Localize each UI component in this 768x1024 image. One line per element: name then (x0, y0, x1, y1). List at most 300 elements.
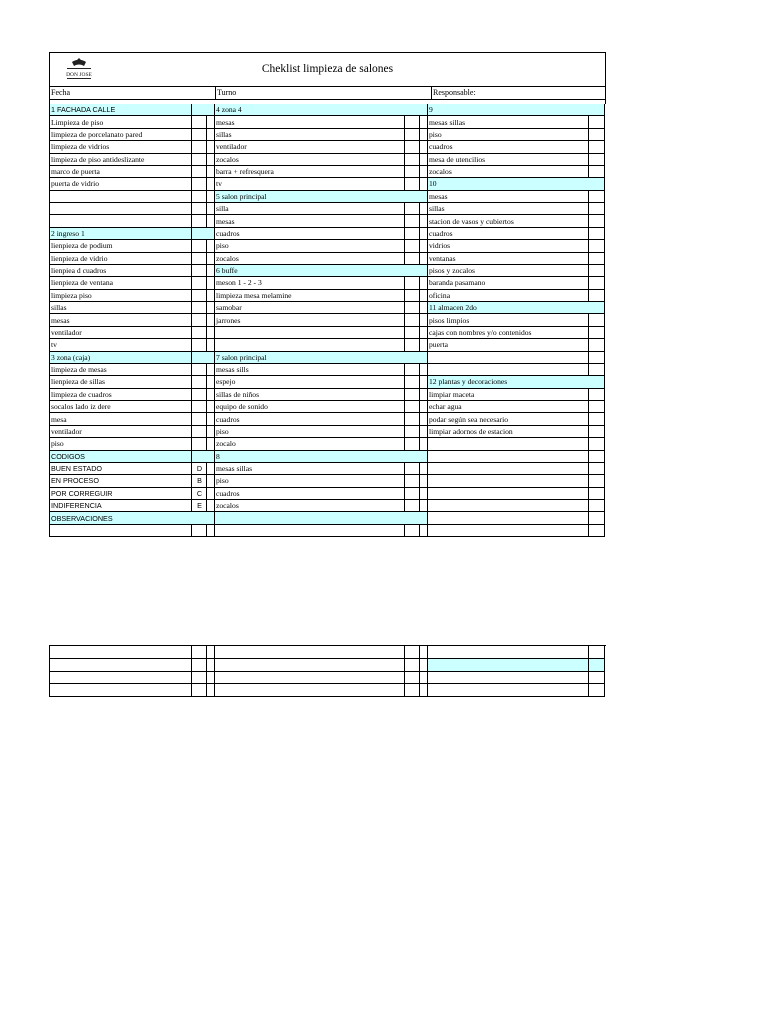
spacer-cell (207, 277, 215, 289)
empty-cell (215, 646, 405, 658)
spacer-cell (207, 165, 215, 177)
item-label: cuadros (215, 487, 405, 499)
table-row (50, 128, 605, 140)
spacer-cell (207, 326, 215, 338)
spacer-cell (207, 302, 215, 314)
spacer-cell (207, 401, 215, 413)
turno-label: Turno (216, 87, 432, 99)
spacer-cell (420, 165, 428, 177)
section-header: 12 plantas y decoraciones (428, 376, 605, 388)
table-row (50, 264, 605, 276)
item-label: piso (215, 475, 405, 487)
check-cell[interactable] (589, 450, 605, 462)
spacer-cell (420, 326, 428, 338)
item-label: stacion de vasos y cubiertos (428, 215, 589, 227)
check-cell[interactable] (589, 264, 605, 276)
item-label: piso (215, 425, 405, 437)
check-cell[interactable] (192, 438, 207, 450)
spacer-cell (420, 178, 428, 190)
header-row (49, 86, 606, 100)
check-cell[interactable] (589, 116, 605, 128)
check-cell[interactable] (405, 438, 420, 450)
spacer-cell (420, 500, 428, 512)
check-cell[interactable] (192, 141, 207, 153)
check-cell[interactable] (405, 401, 420, 413)
check-cell[interactable] (589, 215, 605, 227)
check-cell[interactable] (589, 425, 605, 437)
spacer-cell (207, 203, 215, 215)
spacer-cell (420, 116, 428, 128)
check-cell[interactable] (405, 475, 420, 487)
empty-cell[interactable] (589, 671, 605, 684)
empty-cell[interactable] (589, 646, 605, 658)
fecha-label: Fecha (50, 87, 216, 99)
table-row (50, 314, 605, 326)
spacer-cell (420, 388, 428, 400)
spacer-cell (207, 153, 215, 165)
check-cell[interactable] (192, 252, 207, 264)
table-row (50, 351, 605, 363)
table-row (50, 302, 605, 314)
empty-cell[interactable] (405, 671, 420, 684)
item-label: espejo (215, 376, 405, 388)
item-label (428, 450, 589, 462)
table-row (50, 450, 605, 462)
spacer-cell (420, 524, 428, 536)
item-label: oficina (428, 289, 589, 301)
check-cell[interactable] (192, 116, 207, 128)
item-label: ventilador (50, 425, 192, 437)
section-header: 8 (215, 450, 428, 462)
section-header-fill (192, 351, 215, 363)
table-row (50, 153, 605, 165)
check-cell[interactable] (589, 165, 605, 177)
item-label (50, 658, 192, 671)
check-cell[interactable] (589, 339, 605, 351)
section-header: 7 salon principal (215, 351, 428, 363)
section-header: 2 ingreso 1 (50, 227, 192, 239)
check-cell[interactable] (192, 326, 207, 338)
section-header: CODIGOS (50, 450, 192, 462)
item-label: sillas (428, 203, 589, 215)
spacer-cell (207, 487, 215, 499)
item-label (50, 671, 192, 684)
item-label: echar agua (428, 401, 589, 413)
table-row (50, 684, 605, 697)
check-cell[interactable] (589, 203, 605, 215)
check-cell[interactable] (192, 190, 207, 202)
check-cell[interactable] (589, 462, 605, 474)
check-cell[interactable] (192, 425, 207, 437)
spacer-cell (207, 289, 215, 301)
check-cell[interactable] (405, 141, 420, 153)
check-cell[interactable] (589, 487, 605, 499)
item-label: POR CORREGUIR (50, 487, 192, 499)
item-label: ventilador (215, 141, 405, 153)
item-label: tv (215, 178, 405, 190)
spacer-cell (207, 190, 215, 202)
empty-cell[interactable] (192, 671, 207, 684)
check-cell[interactable] (192, 413, 207, 425)
check-cell[interactable] (405, 326, 420, 338)
table-row (50, 116, 605, 128)
section-fill (215, 512, 428, 524)
check-cell[interactable] (589, 326, 605, 338)
item-label: EN PROCESO (50, 475, 192, 487)
spacer-cell (420, 302, 428, 314)
check-cell[interactable] (192, 314, 207, 326)
item-label: pisos y zocalos (428, 264, 589, 276)
spacer-cell (207, 339, 215, 351)
table-row (50, 240, 605, 252)
spacer-cell (207, 215, 215, 227)
item-label: baranda pasamano (428, 277, 589, 289)
item-label: tv (50, 339, 192, 351)
section-header-fill (192, 450, 215, 462)
item-label: Limpieza de piso (50, 116, 192, 128)
table-row (50, 512, 605, 524)
item-label (428, 462, 589, 474)
table-row (50, 500, 605, 512)
check-cell[interactable] (405, 116, 420, 128)
check-cell[interactable] (192, 339, 207, 351)
check-cell[interactable] (589, 240, 605, 252)
check-cell[interactable] (405, 277, 420, 289)
empty-cell (420, 646, 428, 658)
check-cell[interactable] (405, 227, 420, 239)
item-label: limpieza de piso antideslizante (50, 153, 192, 165)
empty-cell[interactable] (405, 684, 420, 697)
item-label (428, 351, 589, 363)
table-row (50, 401, 605, 413)
check-cell[interactable] (405, 203, 420, 215)
item-label: BUEN ESTADO (50, 462, 192, 474)
spacer-cell (207, 500, 215, 512)
spacer-cell (420, 462, 428, 474)
item-label (428, 363, 589, 375)
check-cell[interactable] (192, 165, 207, 177)
table-row (50, 462, 605, 474)
spacer-cell (207, 178, 215, 190)
table-row (50, 646, 605, 658)
check-cell[interactable] (589, 314, 605, 326)
table-row (50, 658, 605, 671)
check-cell[interactable] (589, 351, 605, 363)
check-cell[interactable] (405, 314, 420, 326)
empty-cell (428, 658, 589, 671)
bottom-table (49, 646, 605, 697)
empty-cell[interactable] (405, 658, 420, 671)
item-label: cuadros (215, 227, 405, 239)
bottom-table-wrap (49, 645, 606, 697)
item-label: mesa (50, 413, 192, 425)
empty-cell (207, 658, 215, 671)
item-label: ventanas (428, 252, 589, 264)
empty-cell[interactable] (405, 646, 420, 658)
check-cell[interactable] (405, 339, 420, 351)
item-label: mesas (428, 190, 589, 202)
table-row (50, 438, 605, 450)
item-label: mesas sills (215, 363, 405, 375)
item-label (428, 438, 589, 450)
spacer-cell (207, 524, 215, 536)
item-label: meson 1 - 2 - 3 (215, 277, 405, 289)
item-label: limpieza de vidrios (50, 141, 192, 153)
item-label: puerta (428, 339, 589, 351)
table-row (50, 252, 605, 264)
check-cell[interactable] (589, 524, 605, 536)
table-row (50, 339, 605, 351)
item-label: marco de puerta (50, 165, 192, 177)
spacer-cell (420, 289, 428, 301)
title-bar (49, 52, 606, 86)
empty-cell (207, 646, 215, 658)
spacer-cell (207, 252, 215, 264)
check-cell[interactable] (192, 524, 207, 536)
item-label: mesas (215, 215, 405, 227)
item-label: lienpieza de podium (50, 240, 192, 252)
item-label (50, 215, 192, 227)
table-row (50, 425, 605, 437)
check-cell[interactable] (589, 190, 605, 202)
check-cell[interactable] (405, 302, 420, 314)
item-label: puerta de vidrio (50, 178, 192, 190)
table-row (50, 277, 605, 289)
check-cell[interactable] (192, 178, 207, 190)
check-cell[interactable] (405, 128, 420, 140)
item-label: podar según sea necesario (428, 413, 589, 425)
spacer-cell (420, 141, 428, 153)
check-cell[interactable] (405, 524, 420, 536)
check-cell[interactable] (192, 240, 207, 252)
check-cell[interactable] (192, 153, 207, 165)
item-label: mesas sillas (215, 462, 405, 474)
section-header-fill (192, 104, 215, 116)
item-label: zocalos (428, 165, 589, 177)
check-cell[interactable] (589, 128, 605, 140)
empty-cell (428, 684, 589, 697)
check-cell[interactable] (589, 153, 605, 165)
spacer-cell (420, 227, 428, 239)
section-header: 9 (428, 104, 605, 116)
table-row (50, 475, 605, 487)
spacer-cell (420, 215, 428, 227)
spacer-cell (420, 438, 428, 450)
check-cell[interactable] (405, 487, 420, 499)
item-label: silla (215, 203, 405, 215)
empty-cell (215, 671, 405, 684)
spacer-cell (420, 153, 428, 165)
spacer-cell (420, 363, 428, 375)
table-row (50, 376, 605, 388)
check-cell[interactable] (589, 475, 605, 487)
check-cell[interactable] (589, 252, 605, 264)
spacer-cell (207, 116, 215, 128)
table-row (50, 190, 605, 202)
check-cell[interactable] (589, 277, 605, 289)
empty-cell[interactable] (589, 684, 605, 697)
spacer-cell (207, 438, 215, 450)
spacer-cell (207, 240, 215, 252)
item-label: cajas con nombres y/o contenidos (428, 326, 589, 338)
item-label: limpiar adornos de estacion (428, 425, 589, 437)
item-label: limpieza mesa melamine (215, 289, 405, 301)
item-label: limpieza de cuadros (50, 388, 192, 400)
item-label: zocalo (215, 438, 405, 450)
check-cell[interactable] (405, 376, 420, 388)
item-label: mesas sillas (428, 116, 589, 128)
item-label (215, 524, 405, 536)
responsable-label: Responsable: (433, 88, 476, 97)
item-label: lienpieza de sillas (50, 376, 192, 388)
spacer-cell (207, 141, 215, 153)
item-label: equipo de sonido (215, 401, 405, 413)
item-label: zocalos (215, 500, 405, 512)
check-cell[interactable] (405, 363, 420, 375)
check-cell[interactable] (405, 289, 420, 301)
check-cell[interactable] (192, 215, 207, 227)
spacer-cell (420, 314, 428, 326)
empty-cell (215, 658, 405, 671)
table-row (50, 203, 605, 215)
item-label: cuadros (428, 141, 589, 153)
check-cell[interactable] (192, 128, 207, 140)
check-cell[interactable] (192, 376, 207, 388)
spacer-cell (207, 376, 215, 388)
item-label: ventilador (50, 326, 192, 338)
item-label: pisos limpios (428, 314, 589, 326)
empty-cell (420, 684, 428, 697)
item-label (50, 190, 192, 202)
check-cell[interactable] (589, 227, 605, 239)
item-label: zocalos (215, 153, 405, 165)
svg-text:DON JOSE: DON JOSE (66, 72, 92, 78)
empty-cell[interactable] (192, 646, 207, 658)
check-cell[interactable] (589, 388, 605, 400)
spacer-cell (207, 128, 215, 140)
check-cell[interactable] (405, 165, 420, 177)
item-label (428, 487, 589, 499)
item-label: barra + refresquera (215, 165, 405, 177)
item-label: INDIFERENCIA (50, 500, 192, 512)
section-header: 1 FACHADA CALLE (50, 104, 192, 116)
check-cell[interactable] (192, 302, 207, 314)
spacer-cell (207, 462, 215, 474)
check-cell[interactable] (405, 153, 420, 165)
check-cell[interactable] (405, 252, 420, 264)
item-label: piso (215, 240, 405, 252)
empty-cell[interactable] (192, 684, 207, 697)
check-cell[interactable] (589, 141, 605, 153)
item-label: limpieza de mesas (50, 363, 192, 375)
check-cell[interactable] (589, 500, 605, 512)
check-cell[interactable] (192, 277, 207, 289)
spacer-cell (420, 425, 428, 437)
item-label: limpieza piso (50, 289, 192, 301)
section-header: 11 almacen 2do (428, 302, 605, 314)
item-label: jarrones (215, 314, 405, 326)
empty-cell[interactable] (589, 658, 605, 671)
spacer-cell (420, 240, 428, 252)
table-row (50, 413, 605, 425)
check-cell[interactable] (405, 425, 420, 437)
item-label: lienpieza de ventana (50, 277, 192, 289)
table-row (50, 326, 605, 338)
item-label: mesas (50, 314, 192, 326)
check-cell[interactable] (405, 388, 420, 400)
check-cell[interactable] (192, 264, 207, 276)
check-cell[interactable] (192, 363, 207, 375)
check-cell[interactable] (589, 438, 605, 450)
item-label (215, 326, 405, 338)
check-cell[interactable] (405, 462, 420, 474)
item-label (215, 339, 405, 351)
checklist-table (49, 104, 605, 537)
item-label: sillas (50, 302, 192, 314)
item-label: zocalos (215, 252, 405, 264)
table-row (50, 671, 605, 684)
item-label: mesa de utencilios (428, 153, 589, 165)
table-row (50, 363, 605, 375)
spacer-cell (420, 376, 428, 388)
check-cell[interactable] (405, 413, 420, 425)
item-label: samobar (215, 302, 405, 314)
spacer-cell (420, 203, 428, 215)
section-header: 4 zona 4 (215, 104, 428, 116)
check-cell[interactable] (589, 401, 605, 413)
item-label (428, 524, 589, 536)
checklist-sheet (49, 52, 606, 537)
item-label: limpieza de porcelanato pared (50, 128, 192, 140)
check-cell[interactable] (589, 363, 605, 375)
check-cell[interactable] (405, 500, 420, 512)
observaciones-label: OBSERVACIONES (50, 512, 215, 524)
empty-cell (420, 671, 428, 684)
item-label: limpiar maceta (428, 388, 589, 400)
check-cell[interactable] (405, 215, 420, 227)
item-label (50, 684, 192, 697)
spacer-cell (420, 401, 428, 413)
spacer-cell (420, 252, 428, 264)
code-letter: C (192, 487, 207, 499)
table-row (50, 524, 605, 536)
check-cell[interactable] (589, 289, 605, 301)
section-header: 10 (428, 178, 605, 190)
item-label: lienpiea d cuadros (50, 264, 192, 276)
item-label: piso (428, 128, 589, 140)
check-cell[interactable] (589, 512, 605, 524)
check-cell[interactable] (405, 178, 420, 190)
check-cell[interactable] (192, 203, 207, 215)
check-cell[interactable] (589, 413, 605, 425)
empty-cell (428, 671, 589, 684)
check-cell[interactable] (192, 388, 207, 400)
item-label: sillas (215, 128, 405, 140)
section-header: 5 salon principal (215, 190, 428, 202)
table-row (50, 215, 605, 227)
table-row (50, 104, 605, 116)
item-label (50, 646, 192, 658)
spacer-cell (420, 475, 428, 487)
check-cell[interactable] (405, 240, 420, 252)
empty-cell[interactable] (192, 658, 207, 671)
check-cell[interactable] (192, 289, 207, 301)
section-header-fill (192, 227, 215, 239)
table-row (50, 289, 605, 301)
item-label (50, 524, 192, 536)
check-cell[interactable] (192, 401, 207, 413)
table-row (50, 141, 605, 153)
